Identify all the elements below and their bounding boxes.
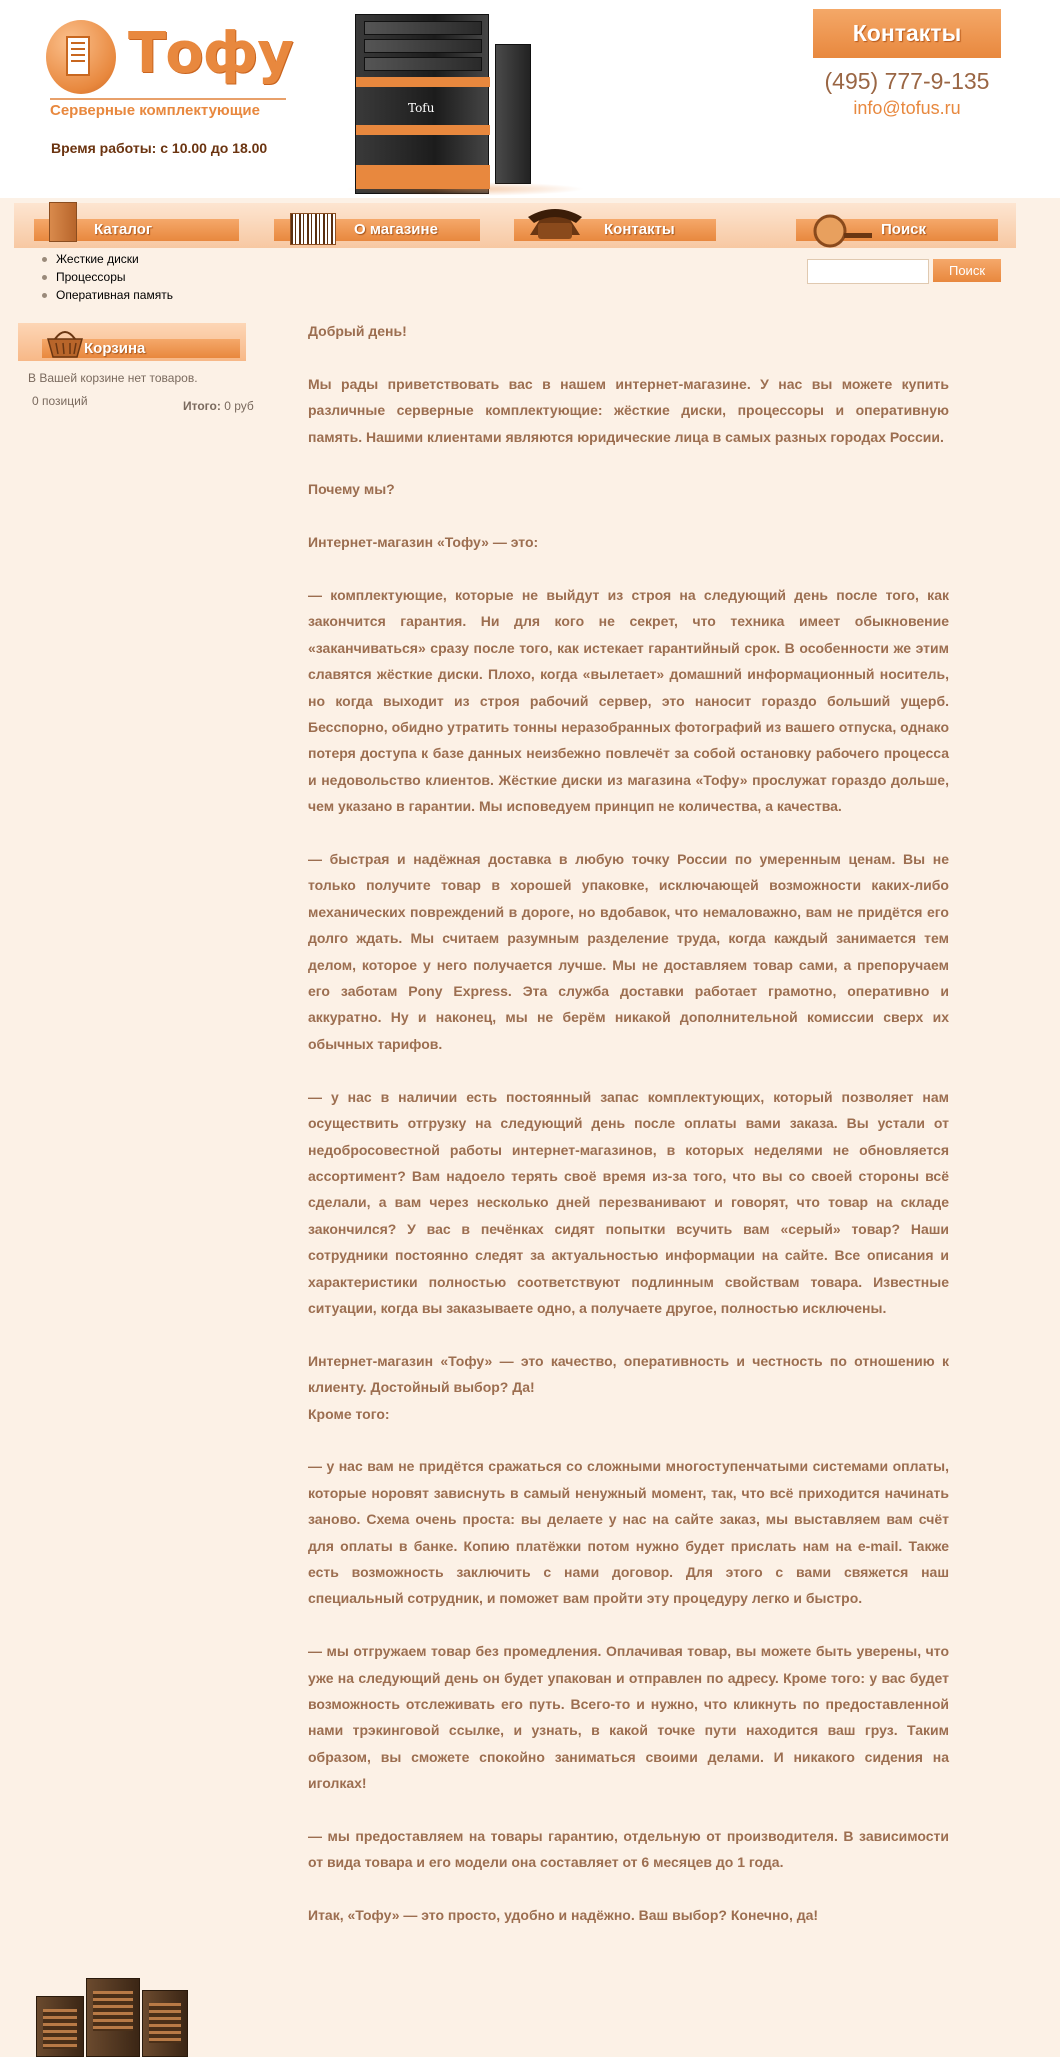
cart-header[interactable]: [18, 323, 246, 361]
paragraph: Кроме того:: [308, 1405, 390, 1422]
server-image: [345, 14, 585, 196]
nav-label: О магазине: [354, 221, 438, 238]
paragraph: — мы отгружаем товар без промедления. Оплачивая товар, вы можете быть уверены, что уже на следующий день он будет упакован и отправлен по адресу. Кроме того: у вас будет возможность отслеживать его путь. Всего-то и нужно, что кликнуть по предоставленной нами трэкинговой ссылке, и узнать, в какой точке пути находится ваш груз. Таким образом, вы сможете спокойно заниматься своими делами. И никакого сидения на иголках!: [308, 1643, 949, 1792]
logo-subtitle: Серверные комплектующие: [50, 98, 286, 119]
search-button[interactable]: Поиск: [933, 259, 1001, 282]
working-hours: Время работы: с 10.00 до 18.00: [51, 140, 268, 156]
main-content: [308, 318, 949, 1929]
nav-search[interactable]: [796, 219, 998, 241]
nav-label: Каталог: [94, 221, 153, 238]
cart-total: [183, 399, 254, 413]
search-input[interactable]: [807, 259, 929, 284]
category-item[interactable]: Процессоры: [56, 268, 173, 286]
category-list: [56, 250, 173, 304]
phone-number: (495) 777-9-135: [824, 68, 990, 94]
cart-total-value: 0 руб: [224, 399, 254, 413]
paragraph: Интернет-магазин «Тофу» — это качество, оперативность и честность по отношению к клиенту. Достойный выбор? Да!: [308, 1352, 949, 1396]
site-logo[interactable]: [44, 18, 294, 126]
magnifier-icon: [810, 213, 874, 249]
intro-paragraph: Мы рады приветствовать вас в нашем интернет-магазине. У нас вы можете купить различные серверные комплектующие: жёсткие диски, процессоры и оперативную память. Нашими клиентами являются юридические лица в самых разных городах России.: [308, 375, 949, 445]
site-header: [0, 0, 1060, 198]
footer-servers-image: [36, 1968, 192, 2057]
main-nav: [14, 203, 1016, 248]
paragraph: — у нас вам не придётся сражаться со сложными многоступенчатыми системами оплаты, которые норовят зависнуть в самый ненужный момент, так, что всё приходится начинать заново. Схема очень проста: вы делаете у нас на сайте заказ, мы выставляем вам счёт для оплаты в банке. Копию платёжки потом нужно будет прислать нам на e-mail. Также есть возможность заключить с нами договор. Для этого с вами свяжется наш специальный сотрудник, и поможет вам пройти эту процедуру легко и быстро.: [308, 1458, 949, 1607]
category-item[interactable]: Жесткие диски: [56, 250, 173, 268]
nav-about[interactable]: [274, 219, 480, 241]
cart-empty-text: В Вашей корзине нет товаров.: [28, 371, 198, 385]
greeting: Добрый день!: [308, 323, 407, 339]
phone-icon: [524, 205, 586, 243]
folder-icon: [49, 202, 77, 242]
basket-icon: [46, 329, 84, 359]
category-item[interactable]: Оперативная память: [56, 288, 173, 302]
nav-contacts[interactable]: [514, 219, 716, 241]
nav-catalog[interactable]: [34, 219, 239, 241]
contacts-button[interactable]: Контакты: [813, 9, 1001, 58]
logo-title: Тофу: [128, 21, 293, 86]
server-logo-icon: [46, 20, 116, 94]
paragraph: — комплектующие, которые не выйдут из строя на следующий день после того, как закончится гарантия. Ни для кого не секрет, что техника имеет обыкновение «заканчиваться» сразу после того, как истекает гарантийный срок. В особенности же этим славятся жёсткие диски. Плохо, когда «вылетает» домашний информационный носитель, но когда выходит из строя рабочий сервер, это наносит гораздо больший ущерб. Бесспорно, обидно утратить тонны неразобранных фотографий из вашего отпуска, однако потеря доступа к базе данных неизбежно повлечёт за собой остановку рабочего процесса и недовольство клиентов. Жёсткие диски из магазина «Тофу» прослужат гораздо дольше, чем указано в гарантии. Мы исповедуем принцип не количества, а качества.: [308, 587, 949, 815]
closing-paragraph: Итак, «Тофу» — это просто, удобно и надёжно. Ваш выбор? Конечно, да!: [308, 1907, 819, 1924]
nav-label: Контакты: [604, 221, 675, 238]
nav-label: Поиск: [881, 221, 927, 238]
section-lead: Интернет-магазин «Тофу» — это:: [308, 534, 539, 551]
server-brand: Tofu: [408, 101, 435, 115]
cart-total-label: Итого:: [183, 399, 221, 413]
paragraph: — быстрая и надёжная доставка в любую точку России по умеренным ценам. Вы не только получите товар в хорошей упаковке, исключающей возможности каких-либо механических повреждений в дороге, но вдобавок, что немаловажно, вам не придётся его долго ждать. Мы считаем разумным разделение труда, когда каждый занимается тем делом, которое у него получается лучше. Мы не доставляем товар сами, а препоручаем его заботам Pony Express. Эта служба доставки работает грамотно, оперативно и аккуратно. Ну и наконец, мы не берём никакой дополнительной комиссии сверх их обычных тарифов.: [308, 851, 949, 1052]
barcode-icon: [290, 213, 336, 245]
paragraph: — у нас в наличии есть постоянный запас комплектующих, который позволяет нам осуществить отгрузку на следующий день после оплаты вами заказа. Вы устали от недобросовестной работы интернет-магазинов, в которых неделями не обновляется ассортимент? Вам надоело терять своё время из-за того, что вы со своей стороны всё сделали, а вам через несколько дней перезванивают и говорят, что товар на складе закончился? У вас в печёнках сидят попытки всучить вам «серый» товар? Наши сотрудники постоянно следят за актуальностью информации на сайте. Все описания и характеристики полностью соответствуют подлинным свойствам товара. Известные ситуации, когда вы заказываете одно, а получаете другое, полностью исключены.: [308, 1088, 949, 1316]
section-heading: Почему мы?: [308, 481, 395, 498]
cart-count: 0 позиций: [32, 394, 88, 408]
email-link[interactable]: info@tofus.ru: [853, 98, 961, 118]
cart-title: Корзина: [84, 340, 146, 357]
paragraph: — мы предоставляем на товары гарантию, отдельную от производителя. В зависимости от вида товара и его модели она составляет от 6 месяцев до 1 года.: [308, 1828, 949, 1871]
